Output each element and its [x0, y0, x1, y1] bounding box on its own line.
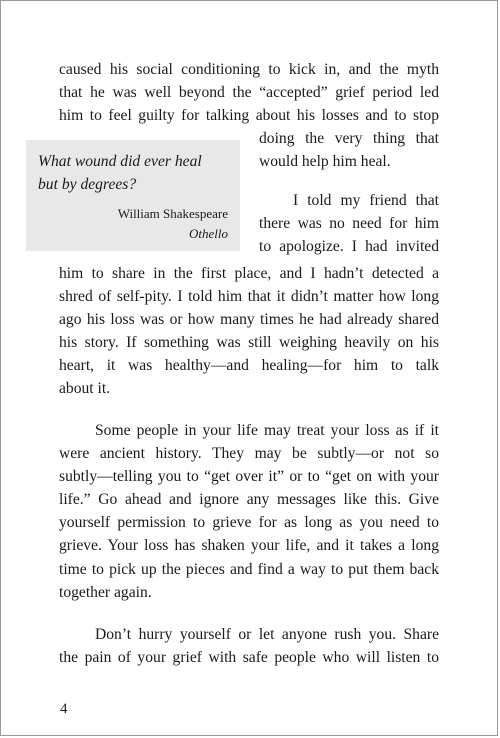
text-line: yourself permission to grieve for as long as you need to	[59, 514, 439, 532]
text-line: him to share in the first place, and I hadn’t detected a	[59, 265, 439, 282]
quote-line: but by degrees?	[38, 176, 137, 193]
pull-quote	[26, 140, 240, 251]
page-number: 4	[60, 701, 68, 717]
text-line: ago his loss was or how many times he had already shared	[59, 311, 439, 329]
text-line: the pain of your grief with safe people who will listen to	[59, 649, 439, 667]
paragraph-4	[59, 623, 439, 669]
paragraph-3	[59, 419, 439, 604]
quote-author: William Shakespeare	[117, 206, 228, 221]
text-line: I told my friend that	[293, 192, 439, 209]
paragraph-top	[59, 58, 439, 127]
text-line: that he was well beyond the “accepted” grief period led	[59, 84, 439, 102]
paragraph-2-wrapped	[259, 189, 439, 258]
text-line: his story. If something was still weighing heavily on his	[59, 334, 439, 352]
text-line: would help him heal.	[259, 153, 391, 171]
text-line: were ancient history. They may be subtly—or not so	[59, 445, 439, 463]
text-line: grieve. Your loss has shaken your life, and it takes a long	[59, 537, 439, 555]
text-line: heart, it was healthy—and healing—for him to talk	[59, 357, 439, 375]
text-line: doing the very thing that	[259, 130, 439, 147]
text-line: him to feel guilty for talking about his losses and to stop	[59, 107, 439, 125]
quote-work: Othello	[189, 226, 228, 241]
text-line: about it.	[59, 380, 111, 398]
text-line: together again.	[59, 583, 152, 601]
paragraph-2	[59, 262, 439, 401]
text-line: life.” Go ahead and ignore any messages like this. Give	[59, 491, 439, 509]
text-line: Don’t hurry yourself or let anyone rush you. Share	[95, 626, 439, 643]
text-line: shred of self-pity. I told him that it didn’t matter how long	[59, 288, 439, 306]
paragraph-top-wrapped	[259, 127, 439, 173]
text-line: time to pick up the pieces and find a way to put them back	[59, 560, 439, 578]
text-line: caused his social conditioning to kick in, and the myth	[59, 61, 439, 78]
text-line: there was no need for him	[259, 215, 439, 233]
text-line: subtly—telling you to “get over it” or to “get on with your	[59, 468, 439, 486]
quote-line: What wound did ever heal	[38, 153, 202, 170]
text-line: to apologize. I had invited	[259, 238, 439, 256]
text-line: Some people in your life may treat your loss as if it	[95, 422, 439, 439]
